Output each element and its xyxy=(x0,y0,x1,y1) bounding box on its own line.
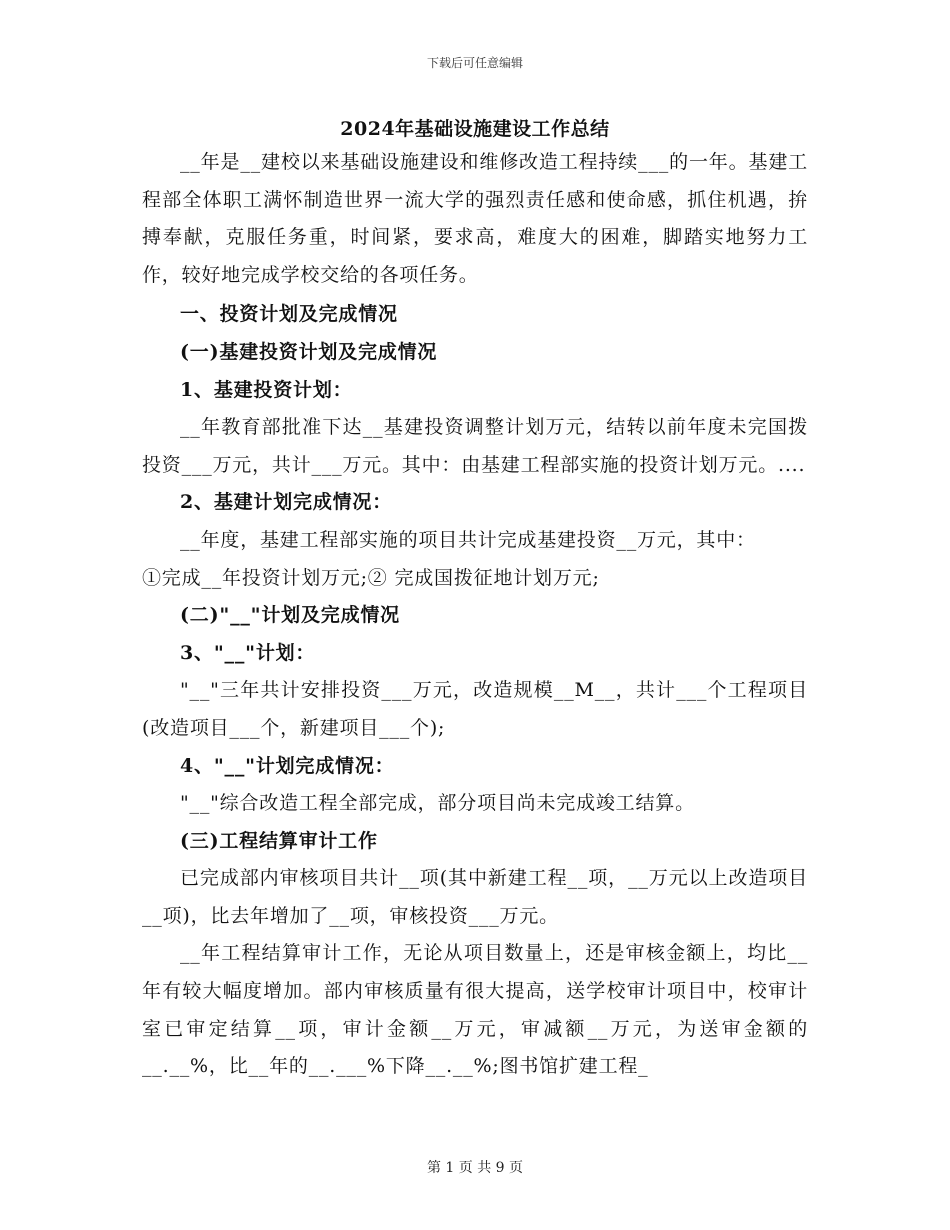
subsection-heading-2: (二)"__"计划及完成情况 xyxy=(180,604,400,627)
section-heading-1: 一、投资计划及完成情况 xyxy=(180,303,398,326)
item-heading-3: 3、"__"计划： xyxy=(180,641,316,664)
page-number-footer: 第 1 页 共 9 页 xyxy=(426,1160,524,1176)
page-header-note: 下载后可任意编辑 xyxy=(426,56,523,70)
item-heading-1: 1、基建投资计划： xyxy=(180,378,353,401)
body-paragraph: __年教育部批准下达__基建投资调整计划万元，结转以前年度未完国拨投资___万元，共计___万元。其中：由基建工程部实施的投资计划万元。.... xyxy=(142,416,808,476)
body-paragraph: __年工程结算审计工作，无论从项目数量上，还是审核金额上，均比__年有较大幅度增加。部内审核质量有很大提高，送学校审计项目中，校审计室已审定结算__项，审计金额__万元，审减额__万元，为送审金额的__.__%，比__年的__.___%下降__.__%;图书馆扩建工程_ xyxy=(142,942,808,1078)
subsection-heading-1: (一)基建投资计划及完成情况 xyxy=(180,340,438,363)
item-heading-2: 2、基建计划完成情况： xyxy=(180,491,393,514)
body-paragraph: __年度，基建工程部实施的项目共计完成基建投资__万元，其中： xyxy=(180,528,756,551)
intro-paragraph: __年是__建校以来基础设施建设和维修改造工程持续___的一年。基建工程部全体职工满怀制造世界一流大学的强烈责任感和使命感，抓住机遇，拚搏奉献，克服任务重，时间紧，要求高，难度大的困难，脚踏实地努力工作，较好地完成学校交给的各项任务。 xyxy=(142,151,808,286)
body-paragraph: "__"三年共计安排投资___万元，改造规模__M__，共计___个工程项目(改造项目___个，新建项目___个); xyxy=(142,679,808,739)
body-paragraph: "__"综合改造工程全部完成，部分项目尚未完成竣工结算。 xyxy=(180,792,695,815)
document-title: 2024年基础设施建设工作总结 xyxy=(340,118,610,140)
subsection-heading-3: (三)工程结算审计工作 xyxy=(180,829,378,852)
item-heading-4: 4、"__"计划完成情况： xyxy=(180,754,395,777)
document-body xyxy=(142,144,808,1086)
body-paragraph: 已完成部内审核项目共计__项(其中新建工程__项，__万元以上改造项目__项)，比去年增加了__项，审核投资___万元。 xyxy=(142,867,808,927)
body-paragraph: ①完成__年投资计划万元;② 完成国拨征地计划万元; xyxy=(142,566,600,589)
